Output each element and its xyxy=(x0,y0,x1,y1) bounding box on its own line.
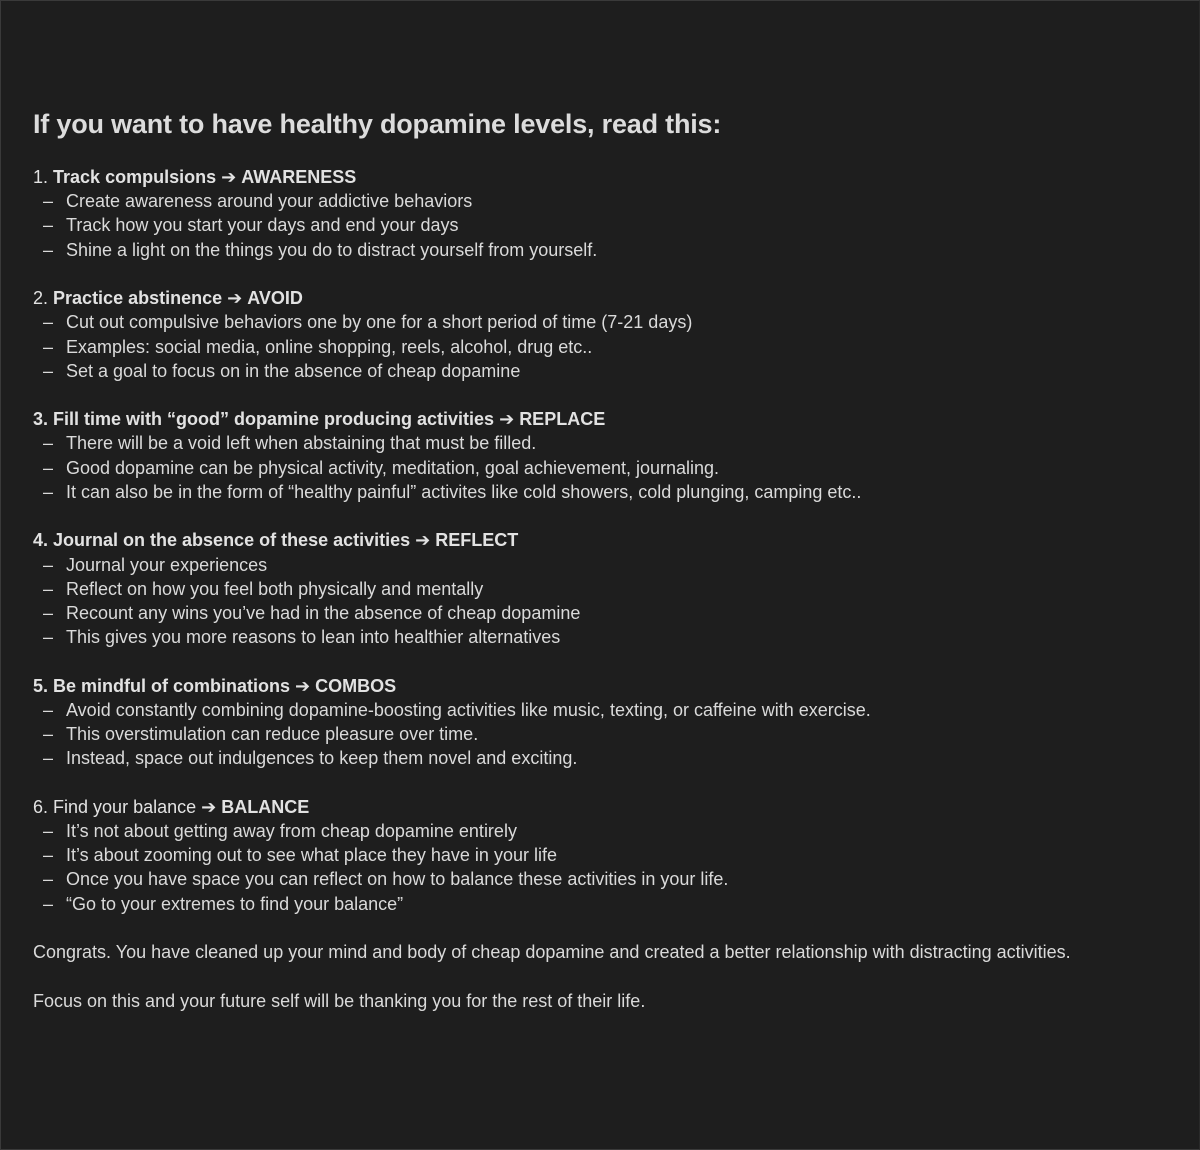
page-title: If you want to have healthy dopamine levels, read this: xyxy=(33,109,722,139)
list-item xyxy=(33,189,1193,213)
section-reflect xyxy=(33,528,1193,649)
list-item-text: It can also be in the form of “healthy painful” activites like cold showers, cold plunging, camping etc.. xyxy=(66,481,862,502)
dash-bullet: – xyxy=(43,578,54,599)
list-item xyxy=(33,577,1193,601)
bullet-list xyxy=(33,819,1193,916)
arrow-icon: ➔ xyxy=(227,288,243,309)
dash-bullet: – xyxy=(43,724,54,745)
section-number: 4. xyxy=(33,530,49,551)
bullet-list xyxy=(33,431,1193,504)
dash-bullet: – xyxy=(43,215,54,236)
list-item xyxy=(33,698,1193,722)
list-item-text: Cut out compulsive behaviors one by one for a short period of time (7-21 days) xyxy=(66,312,693,333)
section-title-text: Find your balance xyxy=(53,796,197,817)
list-item-text: There will be a void left when abstaining that must be filled. xyxy=(66,433,537,454)
list-item-text: Shine a light on the things you do to distract yourself from yourself. xyxy=(66,239,598,260)
list-item-text: Journal your experiences xyxy=(66,554,268,575)
section-tag: COMBOS xyxy=(315,675,397,696)
list-item-text: Instead, space out indulgences to keep them novel and exciting. xyxy=(66,748,578,769)
list-item xyxy=(33,867,1193,891)
list-item-text: “Go to your extremes to find your balance” xyxy=(66,893,404,914)
bullet-list xyxy=(33,189,1193,262)
section-tag: AWARENESS xyxy=(241,167,357,187)
section-avoid xyxy=(33,286,1193,383)
list-item xyxy=(33,722,1193,746)
section-title xyxy=(33,528,1193,552)
list-item-text: Once you have space you can reflect on how to balance these activities in your life. xyxy=(66,869,729,890)
list-item-text: This overstimulation can reduce pleasure over time. xyxy=(66,724,479,745)
dash-bullet: – xyxy=(43,360,54,381)
closing-congrats: Congrats. You have cleaned up your mind and body of cheap dopamine and created a better relationship with distracting activities. xyxy=(33,942,1071,963)
list-item xyxy=(33,601,1193,625)
list-item xyxy=(33,238,1193,262)
dash-bullet: – xyxy=(43,748,54,769)
closing-focus: Focus on this and your future self will be thanking you for the rest of their life. xyxy=(33,990,646,1011)
list-item-text: Track how you start your days and end your days xyxy=(66,215,459,236)
section-title xyxy=(33,286,1193,310)
dash-bullet: – xyxy=(43,312,54,333)
dash-bullet: – xyxy=(43,554,54,575)
bullet-list xyxy=(33,698,1193,771)
arrow-icon: ➔ xyxy=(499,409,515,430)
list-item xyxy=(33,310,1193,334)
list-item-text: It’s about zooming out to see what place they have in your life xyxy=(66,845,557,866)
dash-bullet: – xyxy=(43,433,54,454)
section-title-text: Fill time with “good” dopamine producing activities xyxy=(53,409,495,430)
arrow-icon: ➔ xyxy=(295,675,311,696)
list-item-text: This gives you more reasons to lean into healthier alternatives xyxy=(66,627,561,648)
dash-bullet: – xyxy=(43,699,54,720)
dash-bullet: – xyxy=(43,845,54,866)
note-content xyxy=(33,107,1193,1037)
section-title-text: Journal on the absence of these activities xyxy=(53,530,411,551)
section-tag: AVOID xyxy=(247,288,303,309)
dash-bullet: – xyxy=(43,820,54,841)
list-item-text: Good dopamine can be physical activity, meditation, goal achievement, journaling. xyxy=(66,457,720,478)
list-item-text: Create awareness around your addictive behaviors xyxy=(66,191,473,212)
section-number: 1. xyxy=(33,167,49,187)
section-balance xyxy=(33,795,1193,916)
section-tag: BALANCE xyxy=(221,796,310,817)
list-item xyxy=(33,456,1193,480)
dash-bullet: – xyxy=(43,627,54,648)
list-item xyxy=(33,553,1193,577)
dash-bullet: – xyxy=(43,481,54,502)
list-item-text: Examples: social media, online shopping, reels, alcohol, drug etc.. xyxy=(66,336,593,357)
bullet-list xyxy=(33,553,1193,650)
section-number: 5. xyxy=(33,675,49,696)
dash-bullet: – xyxy=(43,893,54,914)
section-number: 2. xyxy=(33,288,49,309)
section-title xyxy=(33,165,1193,189)
section-title-text: Practice abstinence xyxy=(53,288,223,309)
list-item xyxy=(33,480,1193,504)
list-item xyxy=(33,625,1193,649)
list-item xyxy=(33,746,1193,770)
dash-bullet: – xyxy=(43,336,54,357)
list-item xyxy=(33,843,1193,867)
arrow-icon: ➔ xyxy=(221,167,237,187)
arrow-icon: ➔ xyxy=(201,796,217,817)
section-number: 6. xyxy=(33,796,49,817)
list-item xyxy=(33,431,1193,455)
list-item xyxy=(33,359,1193,383)
section-replace xyxy=(33,407,1193,504)
list-item xyxy=(33,819,1193,843)
bullet-list xyxy=(33,310,1193,383)
list-item-text: Recount any wins you’ve had in the absence of cheap dopamine xyxy=(66,602,581,623)
dash-bullet: – xyxy=(43,602,54,623)
list-item-text: Reflect on how you feel both physically and mentally xyxy=(66,578,484,599)
section-title-text: Track compulsions xyxy=(53,167,217,187)
section-title-text: Be mindful of combinations xyxy=(53,675,291,696)
section-tag: REPLACE xyxy=(519,409,606,430)
section-combos xyxy=(33,674,1193,771)
list-item xyxy=(33,892,1193,916)
section-awareness xyxy=(33,165,1193,262)
dash-bullet: – xyxy=(43,869,54,890)
dash-bullet: – xyxy=(43,457,54,478)
section-title xyxy=(33,795,1193,819)
section-title xyxy=(33,674,1193,698)
arrow-icon: ➔ xyxy=(415,530,431,551)
list-item-text: Avoid constantly combining dopamine-boosting activities like music, texting, or caffeine with exercise. xyxy=(66,699,871,720)
section-number: 3. xyxy=(33,409,49,430)
list-item-text: Set a goal to focus on in the absence of cheap dopamine xyxy=(66,360,521,381)
dash-bullet: – xyxy=(43,239,54,260)
section-tag: REFLECT xyxy=(435,530,519,551)
list-item-text: It’s not about getting away from cheap dopamine entirely xyxy=(66,820,517,841)
list-item xyxy=(33,213,1193,237)
section-title xyxy=(33,407,1193,431)
list-item xyxy=(33,335,1193,359)
dash-bullet: – xyxy=(43,191,54,212)
